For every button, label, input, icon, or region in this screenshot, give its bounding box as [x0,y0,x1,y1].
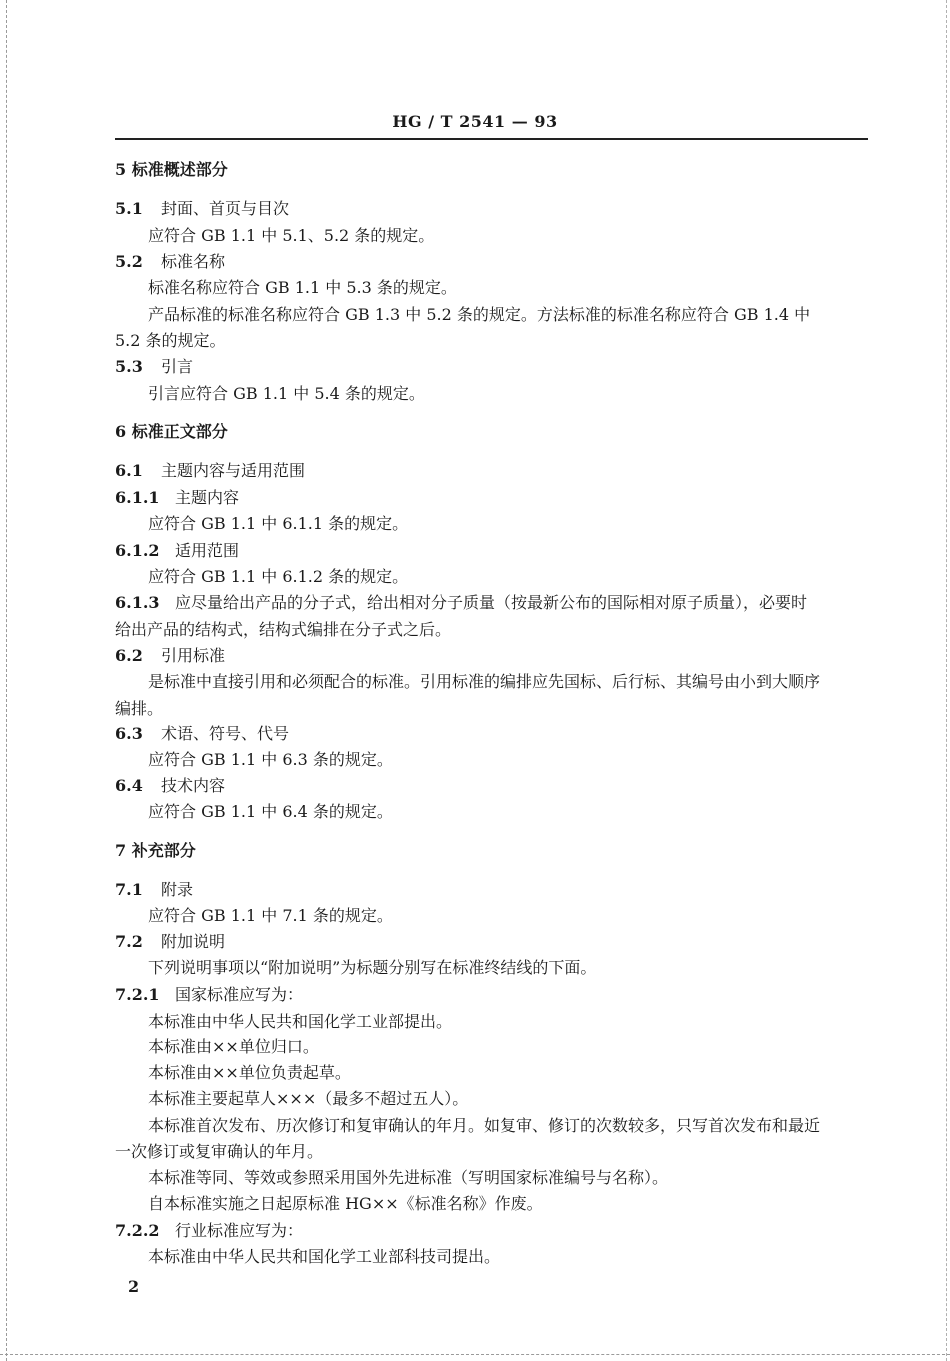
clause-6-1-heading [115,461,305,481]
clause-number: 6.1.2 [115,541,160,560]
section-6-heading: 6 标准正文部分 [115,422,228,441]
scan-edge-left [6,0,7,1361]
clause-6-1-3-line-2: 给出产品的结构式，结构式编排在分子式之后。 [115,620,452,639]
clause-number: 6.1.1 [115,488,160,507]
scan-edge-bottom [0,1354,950,1355]
clause-5-1-body: 应符合 GB 1.1 中 5.1、5.2 条的规定。 [148,226,435,245]
clause-7-2-1-line-7: 自本标准实施之日起原标准 HG××《标准名称》作废。 [148,1194,543,1213]
clause-6-3-heading [115,724,289,744]
clause-7-2-2-line-1: 本标准由中华人民共和国化学工业部科技司提出。 [148,1247,501,1266]
clause-5-3-heading [115,357,193,377]
clause-7-1-heading [115,880,193,900]
document-code-header: HG / T 2541 — 93 [392,112,558,131]
clause-5-2-body-2a: 产品标准的标准名称应符合 GB 1.3 中 5.2 条的规定。方法标准的标准名称应符合 GB 1.4 中 [148,305,811,324]
clause-title: 主题内容 [175,488,240,507]
clause-5-1-heading [115,199,289,219]
clause-number: 7.2.2 [115,1221,160,1240]
clause-text: 应尽量给出产品的分子式，给出相对分子质量（按最新公布的国际相对原子质量），必要时 [175,593,808,612]
clause-number: 7.2.1 [115,985,160,1004]
clause-7-2-1-line-5a: 本标准首次发布、历次修订和复审确认的年月。如复审、修订的次数较多，只写首次发布和最近 [148,1116,821,1135]
clause-6-4-heading [115,776,225,796]
clause-6-3-body: 应符合 GB 1.1 中 6.3 条的规定。 [148,750,393,769]
clause-5-2-body-2b: 5.2 条的规定。 [115,331,226,350]
clause-number: 6.2 [115,646,143,665]
clause-5-3-body: 引言应符合 GB 1.1 中 5.4 条的规定。 [148,384,425,403]
clause-title: 标准名称 [161,252,226,271]
clause-title: 附录 [161,880,194,899]
clause-6-1-1-heading [115,488,239,508]
section-7-heading: 7 补充部分 [115,841,196,860]
clause-number: 6.1 [115,461,143,480]
clause-number: 7.2 [115,932,143,951]
clause-title: 行业标准应写为： [175,1221,304,1240]
clause-7-2-1-line-5b: 一次修订或复审确认的年月。 [115,1142,324,1161]
section-5-heading: 5 标准概述部分 [115,160,228,179]
clause-title: 国家标准应写为： [175,985,304,1004]
clause-7-2-1-line-6: 本标准等同、等效或参照采用国外先进标准（写明国家标准编号与名称）。 [148,1168,669,1187]
clause-7-2-1-heading [115,985,303,1005]
clause-7-2-1-line-4: 本标准主要起草人×××（最多不超过五人）。 [148,1089,469,1108]
clause-7-2-body: 下列说明事项以“附加说明”为标题分别写在标准终结线的下面。 [148,958,597,977]
clause-number: 7.1 [115,880,143,899]
clause-6-1-2-heading [115,541,239,561]
clause-7-1-body: 应符合 GB 1.1 中 7.1 条的规定。 [148,906,393,925]
clause-number: 5.3 [115,357,143,376]
clause-title: 引言 [161,357,194,376]
clause-5-2-heading [115,252,225,272]
clause-number: 6.1.3 [115,593,160,612]
clause-number: 5.2 [115,252,143,271]
clause-number: 6.4 [115,776,143,795]
clause-number: 5.1 [115,199,143,218]
header-rule [115,138,868,140]
clause-number: 6.3 [115,724,143,743]
clause-title: 封面、首页与目次 [161,199,290,218]
clause-7-2-2-heading [115,1221,303,1241]
clause-7-2-heading [115,932,225,952]
clause-6-1-1-body: 应符合 GB 1.1 中 6.1.1 条的规定。 [148,514,409,533]
clause-title: 引用标准 [161,646,226,665]
clause-title: 术语、符号、代号 [161,724,290,743]
clause-7-2-1-line-2: 本标准由××单位归口。 [148,1037,319,1056]
clause-7-2-1-line-1: 本标准由中华人民共和国化学工业部提出。 [148,1012,453,1031]
clause-title: 技术内容 [161,776,226,795]
clause-title: 适用范围 [175,541,240,560]
clause-7-2-1-line-3: 本标准由××单位负责起草。 [148,1063,351,1082]
clause-6-1-2-body: 应符合 GB 1.1 中 6.1.2 条的规定。 [148,567,409,586]
clause-6-2-body-1: 是标准中直接引用和必须配合的标准。引用标准的编排应先国标、后行标、其编号由小到大顺序 [148,672,821,691]
clause-6-2-body-2: 编排。 [115,699,164,718]
clause-6-2-heading [115,646,225,666]
page-number: 2 [128,1277,140,1296]
scan-edge-right [946,0,947,1361]
clause-5-2-body-1: 标准名称应符合 GB 1.1 中 5.3 条的规定。 [148,278,457,297]
clause-title: 主题内容与适用范围 [161,461,306,480]
clause-title: 附加说明 [161,932,226,951]
clause-6-4-body: 应符合 GB 1.1 中 6.4 条的规定。 [148,802,393,821]
clause-6-1-3-line-1 [115,593,807,613]
